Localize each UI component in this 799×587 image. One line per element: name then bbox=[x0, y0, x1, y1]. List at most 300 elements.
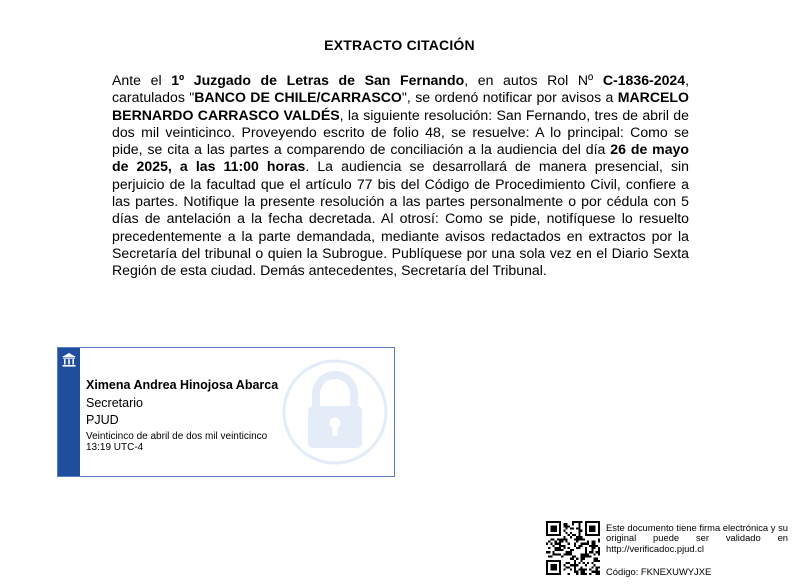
qr-module bbox=[559, 525, 561, 527]
qr-module bbox=[550, 543, 552, 545]
qr-module bbox=[565, 551, 567, 553]
qr-module bbox=[598, 547, 600, 549]
qr-module bbox=[585, 527, 587, 529]
qr-module bbox=[598, 534, 600, 536]
qr-module bbox=[546, 564, 548, 566]
qr-module bbox=[578, 530, 580, 532]
case-rol: C-1836-2024 bbox=[602, 72, 686, 88]
body-text-segment: Ante el bbox=[112, 72, 172, 88]
qr-module bbox=[585, 564, 587, 566]
qr-module bbox=[591, 540, 593, 542]
qr-module bbox=[557, 573, 559, 575]
qr-module bbox=[546, 527, 548, 529]
qr-module bbox=[578, 536, 580, 538]
qr-module bbox=[585, 556, 587, 558]
qr-module bbox=[568, 566, 570, 568]
qr-module bbox=[581, 573, 583, 575]
qr-module bbox=[550, 564, 552, 566]
qr-module bbox=[598, 566, 600, 568]
qr-module bbox=[550, 573, 552, 575]
qr-module bbox=[557, 549, 559, 551]
qr-module bbox=[550, 560, 552, 562]
qr-module bbox=[578, 521, 580, 523]
qr-module bbox=[585, 573, 587, 575]
qr-module bbox=[557, 560, 559, 562]
qr-module bbox=[548, 540, 550, 542]
qr-module bbox=[555, 534, 557, 536]
qr-module bbox=[598, 551, 600, 553]
qr-module bbox=[570, 536, 572, 538]
qr-module bbox=[581, 545, 583, 547]
qr-module bbox=[587, 562, 589, 564]
qr-module bbox=[589, 530, 591, 532]
signer-name: Ximena Andrea Hinojosa Abarca bbox=[86, 378, 279, 392]
qr-module bbox=[546, 530, 548, 532]
qr-module bbox=[591, 534, 593, 536]
qr-module bbox=[583, 573, 585, 575]
qr-module bbox=[555, 547, 557, 549]
qr-module bbox=[594, 560, 596, 562]
qr-module bbox=[559, 560, 561, 562]
qr-module bbox=[581, 566, 583, 568]
qr-module bbox=[576, 558, 578, 560]
qr-module bbox=[585, 523, 587, 525]
qr-module bbox=[596, 551, 598, 553]
body-text-segment: , la siguiente resolución: San Fernando, tres de abril de dos mil veinticinco. Proveyendo escrito de folio 48, se resuelve: A lo principal: Como se pide, se cita a las partes a comparendo de conciliación a la audiencia del día bbox=[112, 106, 689, 158]
qr-module bbox=[594, 564, 596, 566]
qr-module bbox=[598, 540, 600, 542]
qr-module bbox=[578, 562, 580, 564]
qr-module bbox=[589, 545, 591, 547]
qr-module bbox=[550, 525, 552, 527]
qr-module bbox=[596, 558, 598, 560]
qr-module bbox=[576, 571, 578, 573]
qr-module bbox=[574, 521, 576, 523]
qr-module bbox=[570, 569, 572, 571]
qr-module bbox=[596, 560, 598, 562]
qr-module bbox=[559, 549, 561, 551]
qr-module bbox=[598, 553, 600, 555]
qr-module bbox=[552, 560, 554, 562]
qr-module bbox=[572, 527, 574, 529]
qr-module bbox=[546, 560, 548, 562]
qr-module bbox=[574, 534, 576, 536]
qr-module bbox=[581, 571, 583, 573]
qr-module bbox=[568, 543, 570, 545]
qr-module bbox=[546, 521, 548, 523]
qr-module bbox=[583, 538, 585, 540]
qr-module bbox=[548, 573, 550, 575]
qr-module bbox=[550, 566, 552, 568]
qr-module bbox=[559, 540, 561, 542]
qr-module bbox=[559, 530, 561, 532]
qr-module bbox=[581, 530, 583, 532]
signature-date: Veinticinco de abril de dos mil veinticinco bbox=[86, 431, 268, 442]
qr-module bbox=[598, 530, 600, 532]
qr-module bbox=[548, 560, 550, 562]
qr-module bbox=[585, 521, 587, 523]
qr-module bbox=[555, 569, 557, 571]
qr-module bbox=[570, 532, 572, 534]
qr-module bbox=[581, 543, 583, 545]
qr-module bbox=[546, 571, 548, 573]
qr-module bbox=[585, 530, 587, 532]
qr-module bbox=[557, 534, 559, 536]
qr-module bbox=[561, 545, 563, 547]
qr-module bbox=[548, 521, 550, 523]
qr-module bbox=[598, 527, 600, 529]
qr-module bbox=[596, 521, 598, 523]
qr-module bbox=[578, 545, 580, 547]
qr-module bbox=[561, 538, 563, 540]
qr-module bbox=[578, 569, 580, 571]
qr-module bbox=[591, 549, 593, 551]
qr-module bbox=[598, 525, 600, 527]
qr-module bbox=[555, 566, 557, 568]
qr-module bbox=[583, 556, 585, 558]
qr-module bbox=[594, 547, 596, 549]
qr-module bbox=[576, 521, 578, 523]
qr-module bbox=[594, 525, 596, 527]
qr-module bbox=[557, 543, 559, 545]
qr-module bbox=[585, 569, 587, 571]
qr-module bbox=[570, 553, 572, 555]
qr-module bbox=[548, 547, 550, 549]
qr-module bbox=[583, 553, 585, 555]
qr-module bbox=[574, 562, 576, 564]
qr-module bbox=[598, 532, 600, 534]
qr-module bbox=[574, 538, 576, 540]
qr-module bbox=[572, 523, 574, 525]
qr-module bbox=[581, 569, 583, 571]
qr-module bbox=[550, 527, 552, 529]
qr-module bbox=[568, 562, 570, 564]
qr-module bbox=[559, 543, 561, 545]
qr-module bbox=[589, 573, 591, 575]
signature-timestamp bbox=[86, 431, 267, 453]
qr-module bbox=[587, 556, 589, 558]
qr-module bbox=[550, 530, 552, 532]
qr-module bbox=[552, 545, 554, 547]
qr-module bbox=[546, 566, 548, 568]
qr-module bbox=[578, 532, 580, 534]
qr-module bbox=[563, 523, 565, 525]
signature-accent-bar bbox=[58, 348, 80, 476]
qr-module bbox=[583, 558, 585, 560]
qr-module bbox=[574, 545, 576, 547]
qr-module bbox=[550, 534, 552, 536]
qr-module bbox=[591, 527, 593, 529]
qr-module bbox=[576, 573, 578, 575]
qr-module bbox=[589, 569, 591, 571]
qr-module bbox=[581, 558, 583, 560]
qr-module bbox=[578, 534, 580, 536]
qr-module bbox=[591, 551, 593, 553]
qr-module bbox=[576, 538, 578, 540]
qr-module bbox=[559, 573, 561, 575]
body-text-segment: , en autos Rol Nº bbox=[464, 72, 603, 88]
qr-module bbox=[552, 521, 554, 523]
hearing-date: 26 de mayo de 2025, a las 11:00 horas bbox=[112, 141, 690, 175]
qr-module bbox=[555, 553, 557, 555]
qr-module bbox=[581, 521, 583, 523]
qr-module bbox=[598, 560, 600, 562]
qr-module bbox=[591, 562, 593, 564]
qr-module bbox=[574, 560, 576, 562]
qr-module bbox=[570, 549, 572, 551]
qr-module bbox=[576, 564, 578, 566]
qr-module bbox=[585, 549, 587, 551]
qr-module bbox=[581, 538, 583, 540]
qr-module bbox=[546, 534, 548, 536]
qr-module bbox=[583, 562, 585, 564]
verification-code: Código: FKNEXUWYJXE bbox=[606, 566, 712, 577]
qr-module bbox=[550, 521, 552, 523]
qr-module bbox=[589, 556, 591, 558]
qr-module bbox=[552, 569, 554, 571]
qr-module bbox=[568, 573, 570, 575]
qr-module bbox=[559, 521, 561, 523]
case-caption: BANCO DE CHILE/CARRASCO bbox=[194, 89, 402, 106]
qr-module bbox=[565, 553, 567, 555]
qr-module bbox=[574, 569, 576, 571]
qr-module bbox=[589, 534, 591, 536]
qr-module bbox=[565, 525, 567, 527]
qr-module bbox=[591, 571, 593, 573]
qr-module bbox=[555, 573, 557, 575]
courthouse-icon bbox=[61, 352, 77, 368]
qr-module bbox=[578, 547, 580, 549]
qr-module bbox=[563, 536, 565, 538]
qr-module bbox=[596, 569, 598, 571]
qr-module bbox=[585, 534, 587, 536]
qr-module bbox=[552, 525, 554, 527]
qr-module bbox=[552, 566, 554, 568]
qr-module bbox=[550, 569, 552, 571]
qr-module bbox=[559, 566, 561, 568]
body-text-segment: , caratulados " bbox=[112, 72, 690, 106]
qr-module bbox=[557, 547, 559, 549]
qr-module bbox=[578, 538, 580, 540]
qr-module bbox=[552, 553, 554, 555]
qr-module bbox=[585, 532, 587, 534]
qr-module bbox=[594, 540, 596, 542]
qr-module bbox=[596, 571, 598, 573]
qr-module bbox=[591, 521, 593, 523]
qr-module bbox=[565, 566, 567, 568]
qr-code-icon bbox=[546, 521, 600, 575]
qr-module bbox=[563, 547, 565, 549]
qr-module bbox=[594, 527, 596, 529]
qr-module bbox=[559, 538, 561, 540]
qr-module bbox=[546, 562, 548, 564]
qr-module bbox=[555, 525, 557, 527]
qr-module bbox=[591, 525, 593, 527]
electronic-signature-box bbox=[57, 347, 395, 477]
qr-module bbox=[557, 538, 559, 540]
defendant-name: MARCELO BERNARDO CARRASCO VALDÉS bbox=[112, 89, 689, 123]
qr-module bbox=[572, 549, 574, 551]
qr-module bbox=[546, 532, 548, 534]
qr-module bbox=[552, 530, 554, 532]
qr-module bbox=[559, 534, 561, 536]
qr-module bbox=[546, 525, 548, 527]
qr-module bbox=[559, 564, 561, 566]
qr-module bbox=[563, 553, 565, 555]
qr-module bbox=[570, 558, 572, 560]
qr-module bbox=[555, 521, 557, 523]
qr-module bbox=[546, 551, 548, 553]
qr-module bbox=[598, 549, 600, 551]
qr-module bbox=[559, 532, 561, 534]
qr-module bbox=[574, 571, 576, 573]
qr-module bbox=[570, 551, 572, 553]
qr-module bbox=[557, 553, 559, 555]
qr-module bbox=[598, 571, 600, 573]
qr-module bbox=[585, 553, 587, 555]
qr-module bbox=[594, 534, 596, 536]
qr-module bbox=[589, 551, 591, 553]
qr-module bbox=[574, 564, 576, 566]
qr-module bbox=[598, 573, 600, 575]
qr-module bbox=[581, 556, 583, 558]
qr-module bbox=[598, 521, 600, 523]
qr-module bbox=[548, 551, 550, 553]
qr-module bbox=[594, 545, 596, 547]
qr-module bbox=[563, 525, 565, 527]
qr-module bbox=[598, 523, 600, 525]
qr-module bbox=[548, 534, 550, 536]
qr-module bbox=[587, 540, 589, 542]
qr-module bbox=[572, 521, 574, 523]
qr-module bbox=[559, 571, 561, 573]
document-body bbox=[112, 72, 689, 280]
qr-module bbox=[555, 560, 557, 562]
qr-module bbox=[546, 523, 548, 525]
qr-module bbox=[594, 530, 596, 532]
body-text-segment: . La audiencia se desarrollará de manera presencial, sin perjuicio de la facultad que el artículo 77 bis del Código de Procedimiento Civil, confiere a las partes. Notifique la presente resolución a las partes personalmente o por cédula con 5 días de antelación a la fecha decretada. Al otrosí: Como se pide, notifíquese lo resuelto precedentemente a la parte demandada, mediante avisos redactados en extractos por la Secretaría del tribunal o quien la Subrogue. Publíquese por una sola vez en el Diario Sexta Región de esta ciudad. Demás antecedentes, Secretaría del Tribunal. bbox=[112, 158, 689, 279]
qr-module bbox=[591, 566, 593, 568]
qr-module bbox=[587, 521, 589, 523]
qr-module bbox=[550, 556, 552, 558]
qr-module bbox=[552, 551, 554, 553]
qr-module bbox=[596, 534, 598, 536]
qr-module bbox=[565, 527, 567, 529]
qr-module bbox=[555, 564, 557, 566]
qr-module bbox=[557, 521, 559, 523]
qr-module bbox=[563, 569, 565, 571]
qr-module bbox=[585, 551, 587, 553]
qr-module bbox=[559, 553, 561, 555]
body-text-segment: ", se ordenó notificar por avisos a bbox=[401, 89, 618, 106]
qr-module bbox=[589, 525, 591, 527]
qr-module bbox=[581, 560, 583, 562]
qr-module bbox=[596, 573, 598, 575]
qr-module bbox=[578, 523, 580, 525]
qr-module bbox=[565, 523, 567, 525]
qr-module bbox=[552, 538, 554, 540]
qr-module bbox=[552, 534, 554, 536]
court-name: 1º Juzgado de Letras de San Fernando bbox=[171, 72, 465, 88]
signer-organization: PJUD bbox=[86, 413, 119, 427]
qr-module bbox=[546, 569, 548, 571]
qr-module bbox=[561, 549, 563, 551]
qr-module bbox=[572, 564, 574, 566]
qr-module bbox=[583, 569, 585, 571]
qr-module bbox=[568, 553, 570, 555]
qr-module bbox=[587, 534, 589, 536]
qr-module bbox=[559, 527, 561, 529]
qr-module bbox=[565, 532, 567, 534]
qr-module bbox=[583, 543, 585, 545]
qr-module bbox=[576, 540, 578, 542]
qr-module bbox=[589, 527, 591, 529]
qr-module bbox=[587, 553, 589, 555]
qr-module bbox=[570, 564, 572, 566]
qr-module bbox=[550, 538, 552, 540]
qr-module bbox=[591, 545, 593, 547]
qr-module bbox=[576, 527, 578, 529]
qr-module bbox=[591, 543, 593, 545]
qr-module bbox=[568, 551, 570, 553]
qr-module bbox=[563, 564, 565, 566]
qr-module bbox=[568, 547, 570, 549]
qr-module bbox=[552, 573, 554, 575]
qr-module bbox=[596, 566, 598, 568]
qr-module bbox=[563, 545, 565, 547]
qr-module bbox=[574, 566, 576, 568]
qr-module bbox=[591, 547, 593, 549]
qr-module bbox=[591, 530, 593, 532]
qr-module bbox=[561, 540, 563, 542]
qr-module bbox=[594, 571, 596, 573]
qr-module bbox=[596, 545, 598, 547]
signature-time: 13:19 UTC-4 bbox=[86, 442, 144, 453]
verification-notice: Este documento tiene firma electrónica y su original puede ser validado en http://verificadoc.pjud.cl bbox=[606, 522, 788, 554]
qr-module bbox=[594, 553, 596, 555]
qr-module bbox=[594, 558, 596, 560]
qr-module bbox=[559, 562, 561, 564]
qr-module bbox=[587, 543, 589, 545]
qr-module bbox=[570, 527, 572, 529]
document-title: EXTRACTO CITACIÓN bbox=[324, 37, 475, 53]
qr-module bbox=[581, 553, 583, 555]
qr-module bbox=[589, 521, 591, 523]
qr-module bbox=[559, 569, 561, 571]
qr-module bbox=[548, 556, 550, 558]
qr-module bbox=[559, 523, 561, 525]
qr-module bbox=[576, 536, 578, 538]
qr-module bbox=[585, 547, 587, 549]
qr-module bbox=[559, 547, 561, 549]
qr-module bbox=[568, 534, 570, 536]
qr-module bbox=[546, 573, 548, 575]
qr-module bbox=[581, 536, 583, 538]
qr-module bbox=[572, 556, 574, 558]
qr-module bbox=[555, 543, 557, 545]
qr-module bbox=[578, 527, 580, 529]
qr-module bbox=[555, 527, 557, 529]
qr-module bbox=[583, 571, 585, 573]
qr-module bbox=[555, 540, 557, 542]
qr-module bbox=[565, 538, 567, 540]
qr-module bbox=[559, 545, 561, 547]
qr-module bbox=[546, 543, 548, 545]
qr-module bbox=[572, 534, 574, 536]
qr-module bbox=[555, 549, 557, 551]
qr-module bbox=[574, 543, 576, 545]
qr-module bbox=[598, 538, 600, 540]
